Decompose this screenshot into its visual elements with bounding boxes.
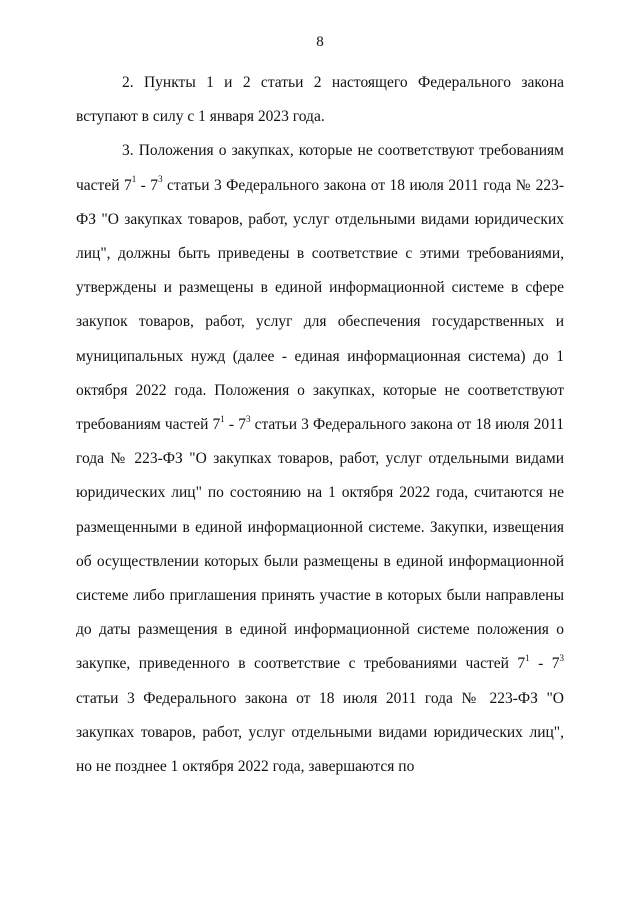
- paragraph-3-text: статьи 3 Федерального закона от 18 июля 2011 года № 223-ФЗ "О закупках товаров, работ, услуг отдельными видами юридических лиц", но не позднее 1 октября 2022 года, завершаются по: [76, 689, 564, 776]
- paragraph-3-text: статьи 3 Федерального закона от 18 июля 2011 года № 223-ФЗ "О закупках товаров, работ, услуг отдельными видами юридических лиц", должны быть приведены в соответствие с этими требованиями, утверждены и размещены в единой информационной системе в сфере закупок товаров, работ, услуг для обеспечения государственных и муниципальных нужд (далее - единая информационная система) до 1 октября 2022 года. Положения о закупках, которые не соответствуют требованиям частей 7: [76, 176, 564, 434]
- paragraph-3-text: 3. Положения о закупках, которые не соответствуют требованиям частей 7: [76, 142, 564, 194]
- superscript: 1: [525, 653, 530, 664]
- paragraph-2: 2. Пункты 1 и 2 статьи 2 настоящего Федерального закона вступают в силу с 1 января 2023 года.: [76, 74, 564, 126]
- page-number: 8: [316, 34, 324, 50]
- superscript: 1: [220, 413, 225, 424]
- superscript: 1: [131, 174, 137, 185]
- superscript: 3: [559, 653, 564, 664]
- paragraph-3-text: - 7: [529, 655, 560, 673]
- paragraph-3-text: - 7: [136, 176, 159, 194]
- paragraph-3: [76, 134, 564, 784]
- superscript: 3: [158, 174, 163, 185]
- document-body: [76, 66, 564, 784]
- paragraph-3-text: - 7: [224, 416, 246, 434]
- paragraph-3-text: статьи 3 Федерального закона от 18 июля 2011 года № 223-ФЗ "О закупках товаров, работ, услуг отдельными видами юридических лиц" по состоянию на 1 октября 2022 года, считаются не размещенными в единой информационной системе. Закупки, извещения об осуществлении которых были размещены в единой информационной системе либо приглашения принять участие в которых были направлены до даты размещения в единой информационной системе положения о закупке, приведенного в соответствие с требованиями частей 7: [76, 416, 564, 673]
- superscript: 3: [245, 413, 251, 424]
